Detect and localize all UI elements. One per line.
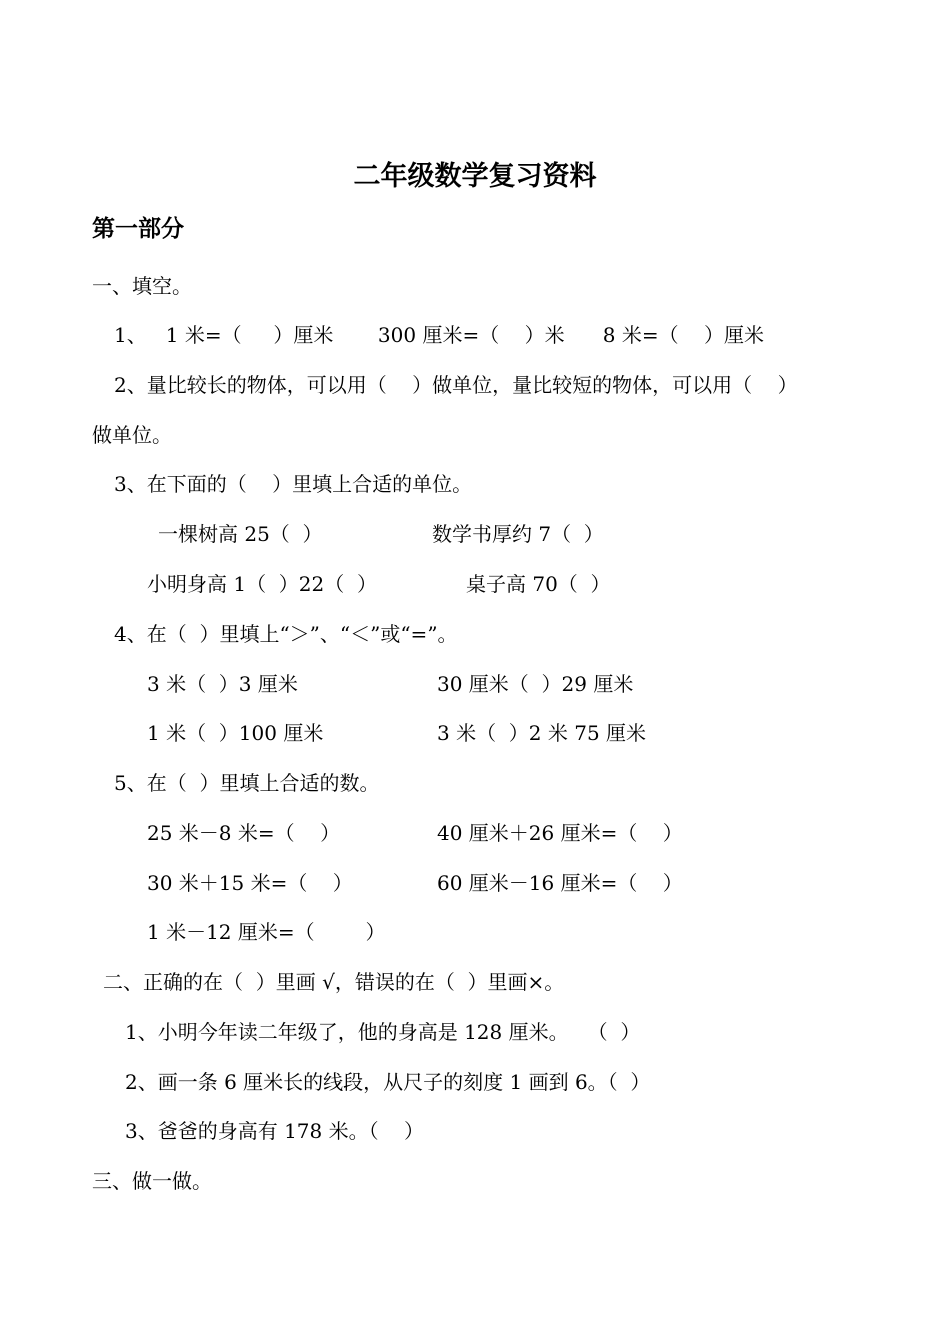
question-5: 5、在（ ）里填上合适的数。 <box>114 771 380 795</box>
section-heading-do-it: 三、做一做。 <box>92 1169 212 1193</box>
question-3-item-1: 一棵树高 25（ ） <box>158 522 323 546</box>
tf-question-1: 1、小明今年读二年级了，他的身高是 128 厘米。 （ ） <box>125 1020 641 1044</box>
question-3-item-2: 数学书厚约 7（ ） <box>432 522 604 546</box>
tf-question-2: 2、画一条 6 厘米长的线段，从尺子的刻度 1 画到 6。（ ） <box>125 1070 651 1094</box>
question-2-line-2: 做单位。 <box>92 423 172 447</box>
question-5-item-5: 1 米－12 厘米=（ ） <box>147 920 386 944</box>
question-1: 1、 1 米=（ ）厘米 300 厘米=（ ）米 8 米=（ ）厘米 <box>114 323 765 347</box>
question-4-item-4: 3 米（ ）2 米 75 厘米 <box>437 721 647 745</box>
question-3-item-3: 小明身高 1（ ）22（ ） <box>147 572 377 596</box>
document-title: 二年级数学复习资料 <box>353 161 597 192</box>
question-2-line-1: 2、量比较长的物体，可以用（ ）做单位，量比较短的物体，可以用（ ） <box>114 373 798 397</box>
question-4-item-1: 3 米（ ）3 厘米 <box>147 672 298 696</box>
question-5-item-1: 25 米－8 米=（ ） <box>147 821 341 845</box>
question-4-item-2: 30 厘米（ ）29 厘米 <box>437 672 634 696</box>
part-heading: 第一部分 <box>92 216 184 242</box>
question-3: 3、在下面的（ ）里填上合适的单位。 <box>114 472 473 496</box>
question-5-item-2: 40 厘米＋26 厘米=（ ） <box>437 821 683 845</box>
question-5-item-3: 30 米＋15 米=（ ） <box>147 871 353 895</box>
question-4-item-3: 1 米（ ）100 厘米 <box>147 721 324 745</box>
question-5-item-4: 60 厘米－16 厘米=（ ） <box>437 871 683 895</box>
section-heading-fill-blank: 一、填空。 <box>92 274 192 298</box>
question-4: 4、在（ ）里填上“＞”、“＜”或“=”。 <box>114 622 458 646</box>
tf-question-3: 3、爸爸的身高有 178 米。（ ） <box>125 1119 425 1143</box>
section-heading-true-false: 二、正确的在（ ）里画 √，错误的在（ ）里画×。 <box>103 970 565 994</box>
question-3-item-4: 桌子高 70（ ） <box>466 572 611 596</box>
